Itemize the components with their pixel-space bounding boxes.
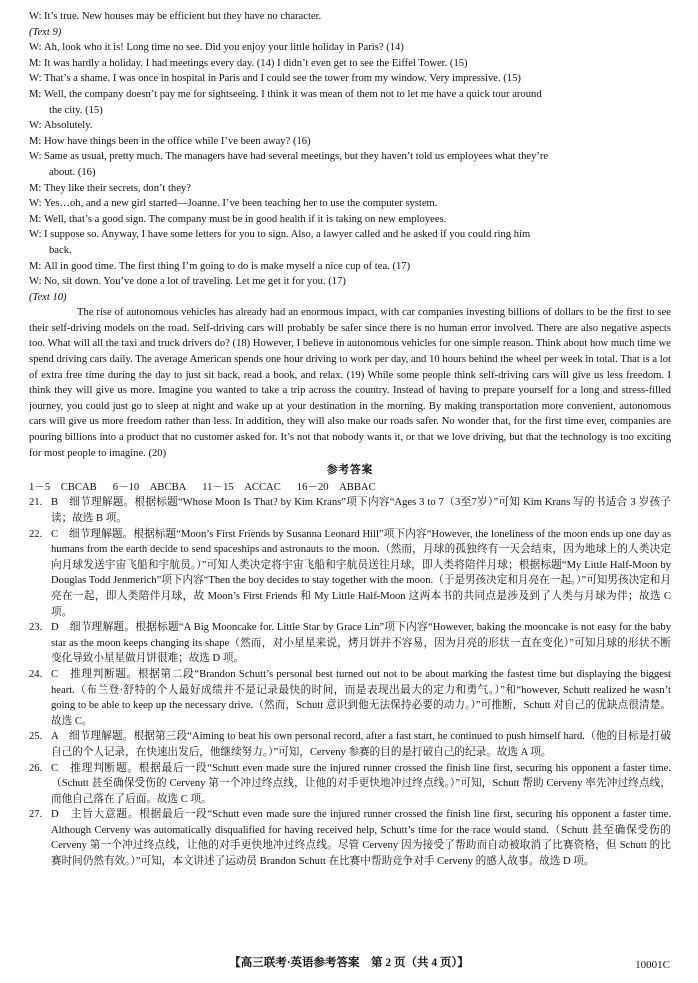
dialogue-line	[29, 227, 671, 243]
dialogue-line	[29, 87, 671, 103]
speaker: M:	[29, 213, 42, 225]
text10-label: (Text 10)	[29, 291, 67, 303]
speaker: M:	[29, 135, 42, 147]
utterance-continued: about. (16)	[49, 166, 96, 178]
page-footer	[0, 956, 698, 976]
answer-text: D 主旨大意题。根据最后一段“Schutt even made sure the injured runner crossed the finish line first, securing his opponent a faster time. Although Cerveny was automatically disqualified for having received help, Schutt’s time for the race would stand.（Schutt 甚至确保受伤的 Cerveny 第一个冲过终点线，让他的对手更快地冲过终点线。尽管 Cerveny 因为接受了帮助而自动被取消了比赛资格，但 Schutt 的比赛时间仍然有效。）”可知，本文讲述了运动员 Brandon Schutt 在比赛中帮助竞争对手 Cerveny 的感人故事。故选 D 项。	[51, 809, 671, 868]
answer-number: 25.	[29, 731, 43, 743]
key-group: 16－20 ABBAC	[296, 481, 376, 493]
answer-number: 23.	[29, 622, 43, 634]
utterance: Absolutely.	[44, 120, 93, 132]
speaker: W:	[29, 151, 42, 163]
answer-text: B 细节理解题。根据标题“Whose Moon Is That? by Kim Krans”项下内容“Ages 3 to 7（3至7岁）”可知 Kim Krans 写的书适合 3 岁孩子读；故选 B 项。	[51, 497, 671, 524]
dialogue-line	[29, 134, 671, 150]
speaker: W:	[29, 120, 42, 132]
key-group: 6－10 ABCBA	[112, 481, 187, 493]
text9-label: (Text 9)	[29, 26, 62, 38]
dialogue-line	[29, 56, 671, 72]
dialogue-line	[29, 118, 671, 134]
dialogue-line	[29, 149, 671, 165]
speaker: W:	[29, 198, 42, 210]
answer-item	[29, 527, 671, 621]
speaker: W:	[29, 229, 42, 241]
answer-number: 21.	[29, 497, 43, 509]
dialogue-line	[29, 259, 671, 275]
text10-paragraph: The rise of autonomous vehicles has already had an enormous impact, with car companies investing billions of dollars to be the first to see their self-driving models on the road. Self-driving cars will probably be safer since there is no human error involved. There are also negative aspects too. What will all the taxi and truck drivers do? (18) However, I believe in autonomous vehicles for one simple reason. Think about how much time we spend driving cars daily. The average American spends one hour driving to work per day, and 10 hours behind the wheel per week in total. That is a lot of extra free time during the day to just sit back, read a book, and relax. (19) While some people think self-driving cars will give us less freedom. I think they will give us more. Imagine you wanted to take a trip across the country. Instead of having to prepare yourself for a long and stress-filled journey, you could just go to sleep at night and wake up at your destination in the morning. By making transportation more convenient, autonomous cars will give us more freedom rather than less. In addition, they will also make our roads safer. No wonder that, for the first time ever, companies are pouring billions into a product that no customer asked for. It’s not that nobody wants it, or that we love driving, but that the technology is too exciting for most people to imagine. (20)	[29, 307, 671, 459]
answer-item	[29, 667, 671, 729]
speaker: M:	[29, 88, 42, 100]
utterance: It’s true. New houses may be efficient but they have no character.	[44, 11, 322, 22]
utterance: Yes…oh, and a new girl started—Joanne. I’ve been teaching her to use the computer system.	[44, 198, 438, 210]
utterance: How have things been in the office while I’ve been away? (16)	[44, 135, 311, 147]
speaker: M:	[29, 57, 42, 69]
dialogue-line	[29, 40, 671, 56]
answer-number: 26.	[29, 762, 43, 774]
answer-text: C 推理判断题。根据最后一段“Schutt even made sure the injured runner crossed the finish line first, securing his opponent a faster time.（Schutt 甚至确保受伤的 Cerveny 第一个冲过终点线，让他的对手更快地冲过终点线。）”可知，Schutt 帮助 Cerveny 率先冲过终点线，而他自己落在了后面。故选 C 项。	[51, 762, 671, 805]
speaker: M:	[29, 182, 42, 194]
answer-text: C 细节理解题。根据标题“Moon’s First Friends by Susanna Leonard Hill”项下内容“However, the loneliness of the moon ends up one day as humans from the earth decide to send spaceships and astronauts to the moon.（然而，月球的孤独终有一天会结束，因为地球上的人类决定向月球发送宇宙飞船和宇航员。）”可知人类决定将宇宙飞船和宇航员送往月球，即人类将陪伴月球；根据标题“My Little Half-Moon by Douglas Todd Jenmerich”项下内容“Then the boy decides to stay together with the moon.（于是男孩决定和月亮在一起。）”可知男孩决定和月亮在一起，即人类陪伴月球，故 Moon’s First Friends 和 My Little Half-Moon 这两本书的共同点是涉及到了人类与月球为伴；故选 C 项。	[51, 528, 671, 618]
utterance: Well, the company doesn’t pay me for sightseeing. I think it was mean of them not to let me have a quick tour around	[44, 88, 542, 100]
answer-number: 24.	[29, 668, 43, 680]
utterance-continued: back.	[49, 244, 72, 256]
utterance: Ah, look who it is! Long time no see. Did you enjoy your little holiday in Paris? (14)	[44, 42, 404, 54]
utterance: No, sit down. You’ve done a lot of traveling. Let me get it for you. (17)	[44, 276, 346, 288]
footer-code: 10001C	[635, 959, 670, 971]
speaker: W:	[29, 11, 42, 22]
dialogue-line	[29, 181, 671, 197]
footer-title: 【高三联考·英语参考答案 第 2 页（共 4 页）】	[229, 957, 469, 969]
utterance: Well, that’s a good sign. The company must be in good health if it is taking on new employees.	[44, 213, 447, 225]
page-content	[29, 9, 671, 870]
utterance: That’s a shame. I was once in hospital in Paris and I could see the tower from my window. Very impressive. (15)	[44, 73, 521, 85]
dialogue-line	[29, 71, 671, 87]
answer-item	[29, 761, 671, 808]
answer-keys	[29, 480, 671, 496]
key-group: 11－15 ACCAC	[202, 481, 281, 493]
utterance: It was hardly a holiday. I had meetings every day. (14) I didn’t even get to see the Eiffel Tower. (15)	[44, 57, 468, 69]
dialogue-line	[29, 9, 671, 25]
answer-number: 22.	[29, 528, 43, 540]
answers-title: 参考答案	[326, 465, 374, 477]
utterance-continued: the city. (15)	[49, 104, 103, 116]
answer-number: 27.	[29, 809, 43, 821]
answer-text: C 推理判断题。根据第二段“Brandon Schutt’s personal best turned out not to be about marking the fastest time but displaying the biggest heart.（布兰登·舒特的个人最好成绩并不是记录最快的时间，而是表现出最大的定力和勇气。）”和“however, Schutt realized he wasn’t going to be able to keep up the necessary drive.（然而，Schutt 意识到他无法保持必要的动力。）”可推断，Schutt 对自己的优缺点很清楚。故选 C。	[51, 668, 671, 727]
answer-item	[29, 807, 671, 869]
dialogue-line	[29, 212, 671, 228]
speaker: W:	[29, 42, 42, 54]
speaker: W:	[29, 73, 42, 85]
utterance: I suppose so. Anyway, I have some letters for you to sign. Also, a lawyer called and he asked if you could ring him	[44, 229, 531, 241]
utterance: Same as usual, pretty much. The managers have had several meetings, but they haven’t told us employees what they’re	[44, 151, 549, 163]
dialogue-line	[29, 274, 671, 290]
key-group: 1－5 CBCAB	[29, 481, 97, 493]
answer-text: D 细节理解题。根据标题“A Big Mooncake for. Little Star by Grace Lin”项下内容“However, baking the mooncake is not easy for the baby star as the moon keeps changing its shape（然而，对小星星来说，烤月饼并不容易，因为月亮的形状一直在变化）”可知月球的形状不断变化导致小星星做月饼很难；故选 D 项。	[51, 622, 671, 665]
answer-item	[29, 495, 671, 526]
speaker: M:	[29, 260, 42, 272]
dialogue-line	[29, 196, 671, 212]
speaker: W:	[29, 276, 42, 288]
answer-item	[29, 729, 671, 760]
utterance: All in good time. The first thing I’m going to do is make myself a nice cup of tea. (17)	[44, 260, 411, 272]
answer-item	[29, 620, 671, 667]
answer-text: A 细节理解题。根据第三段“Aiming to beat his own personal record, after a fast start, he continued to push himself hard.（他的目标是打破自己的个人记录，在快速出发后，他继续努力。）”可知，Cerveny 参赛的目的是打破自己的纪录。故选 A 项。	[51, 731, 671, 758]
utterance: They like their secrets, don’t they?	[44, 182, 191, 194]
